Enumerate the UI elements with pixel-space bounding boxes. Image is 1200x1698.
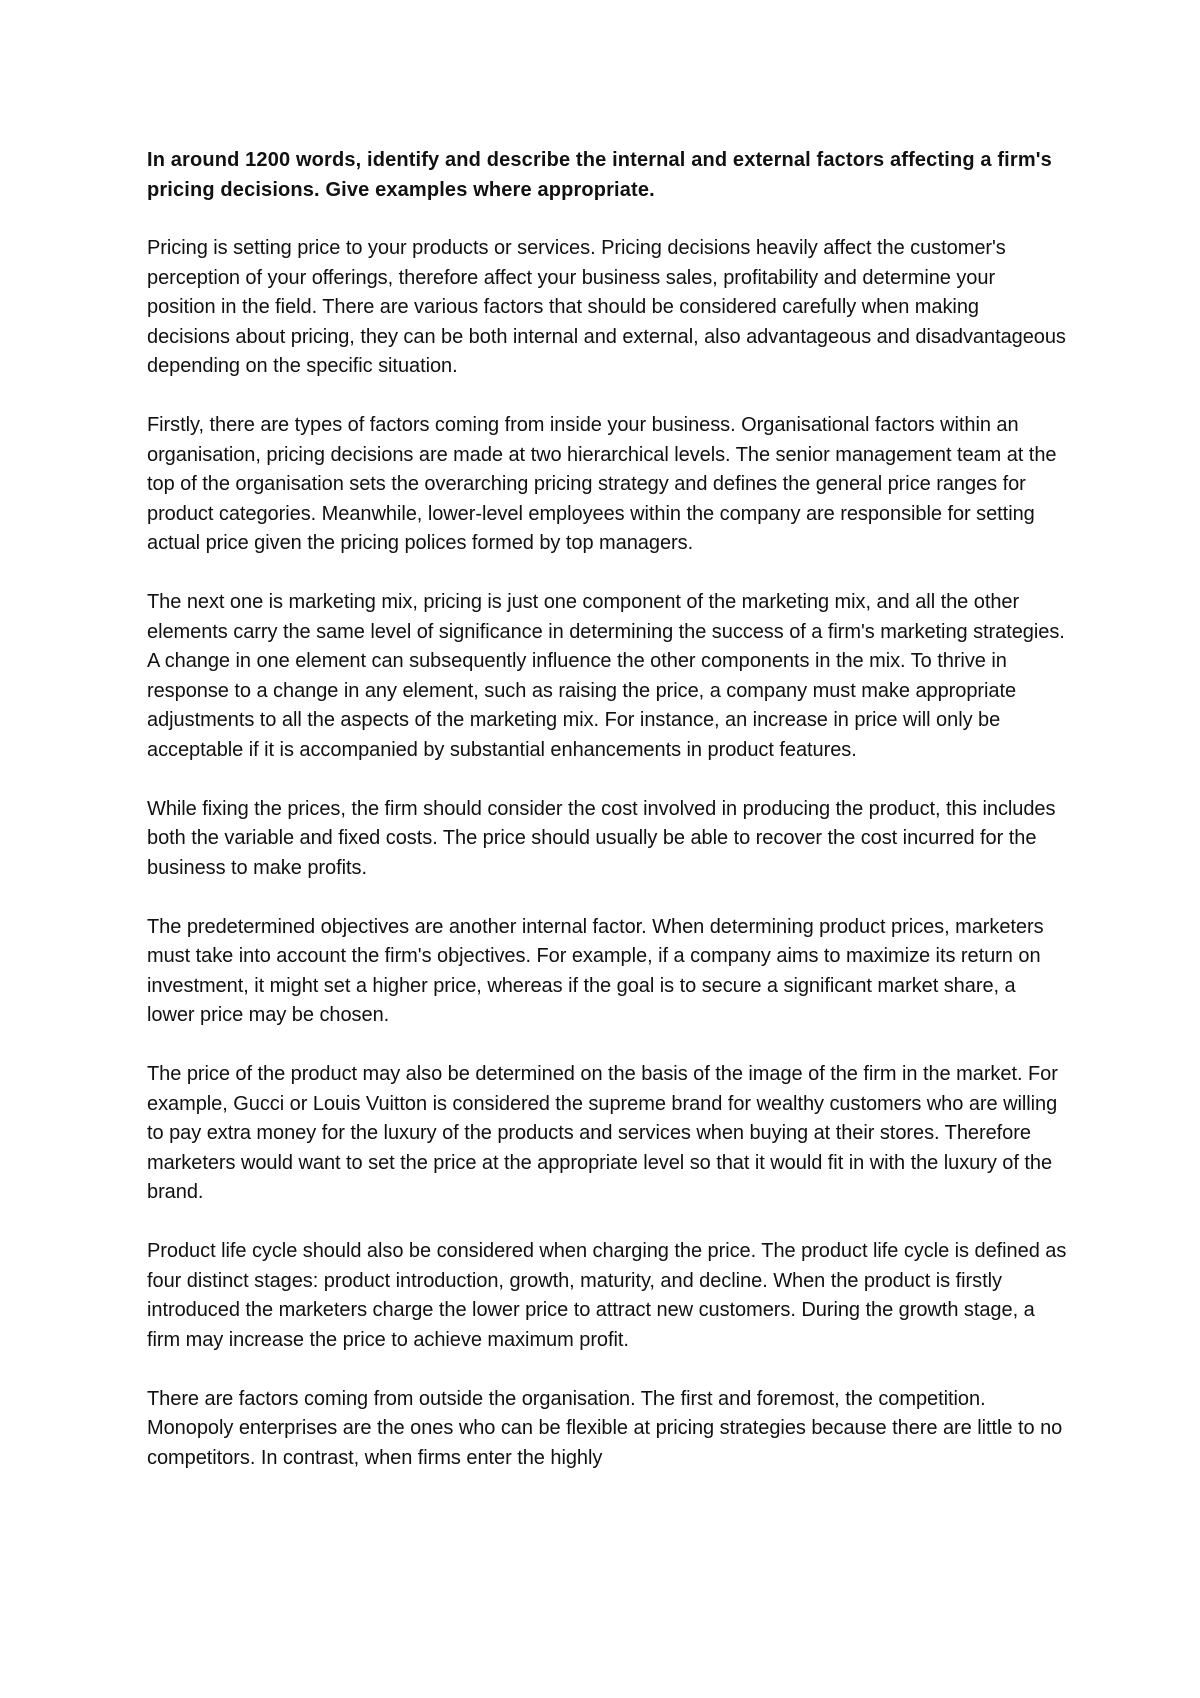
paragraph-product-life-cycle: Product life cycle should also be considered when charging the price. The product life cycle is defined as four distinct stages: product introduction, growth, maturity, and decline. When the product is firstly introduced the marketers charge the lower price to attract new customers. During the growth stage, a firm may increase the price to achieve maximum profit.	[147, 1240, 1067, 1351]
paragraph-costs: While fixing the prices, the firm should consider the cost involved in producing the product, this includes both the variable and fixed costs. The price should usually be able to recover the cost incurred for the business to make profits.	[147, 797, 1056, 879]
paragraph-objectives: The predetermined objectives are another internal factor. When determining product prices, marketers must take into account the firm's objectives. For example, if a company aims to maximize its return on investment, it might set a higher price, whereas if the goal is to secure a significant market share, a lower price may be chosen.	[147, 915, 1044, 1026]
paragraph-marketing-mix: The next one is marketing mix, pricing is just one component of the marketing mix, and all the other elements carry the same level of significance in determining the success of a firm's marketing strategies. A change in one element can subsequently influence the other components in the mix. To thrive in response to a change in any element, such as raising the price, a company must make appropriate adjustments to all the aspects of the marketing mix. For instance, an increase in price will only be acceptable if it is accompanied by substantial enhancements in product features.	[147, 591, 1065, 761]
essay-prompt: In around 1200 words, identify and describe the internal and external factors affecting a firm's pricing decisions. Give examples where appropriate.	[147, 149, 1052, 201]
paragraph-competition: There are factors coming from outside the organisation. The first and foremost, the competition. Monopoly enterprises are the ones who can be flexible at pricing strategies because there are little to no competitors. In contrast, when firms enter the highly	[147, 1387, 1063, 1469]
document-body	[147, 146, 1067, 1473]
paragraph-intro: Pricing is setting price to your products or services. Pricing decisions heavily affect the customer's perception of your offerings, therefore affect your business sales, profitability and determine your position in the field. There are various factors that should be considered carefully when making decisions about pricing, they can be both internal and external, also advantageous and disadvantageous depending on the specific situation.	[147, 237, 1066, 377]
paragraph-organisational-factors: Firstly, there are types of factors coming from inside your business. Organisational factors within an organisation, pricing decisions are made at two hierarchical levels. The senior management team at the top of the organisation sets the overarching pricing strategy and defines the general price ranges for product categories. Meanwhile, lower-level employees within the company are responsible for setting actual price given the pricing polices formed by top managers.	[147, 414, 1057, 554]
paragraph-brand-image: The price of the product may also be determined on the basis of the image of the firm in the market. For example, Gucci or Louis Vuitton is considered the supreme brand for wealthy customers who are willing to pay extra money for the luxury of the products and services when buying at their stores. Therefore marketers would want to set the price at the appropriate level so that it would fit in with the luxury of the brand.	[147, 1063, 1058, 1203]
